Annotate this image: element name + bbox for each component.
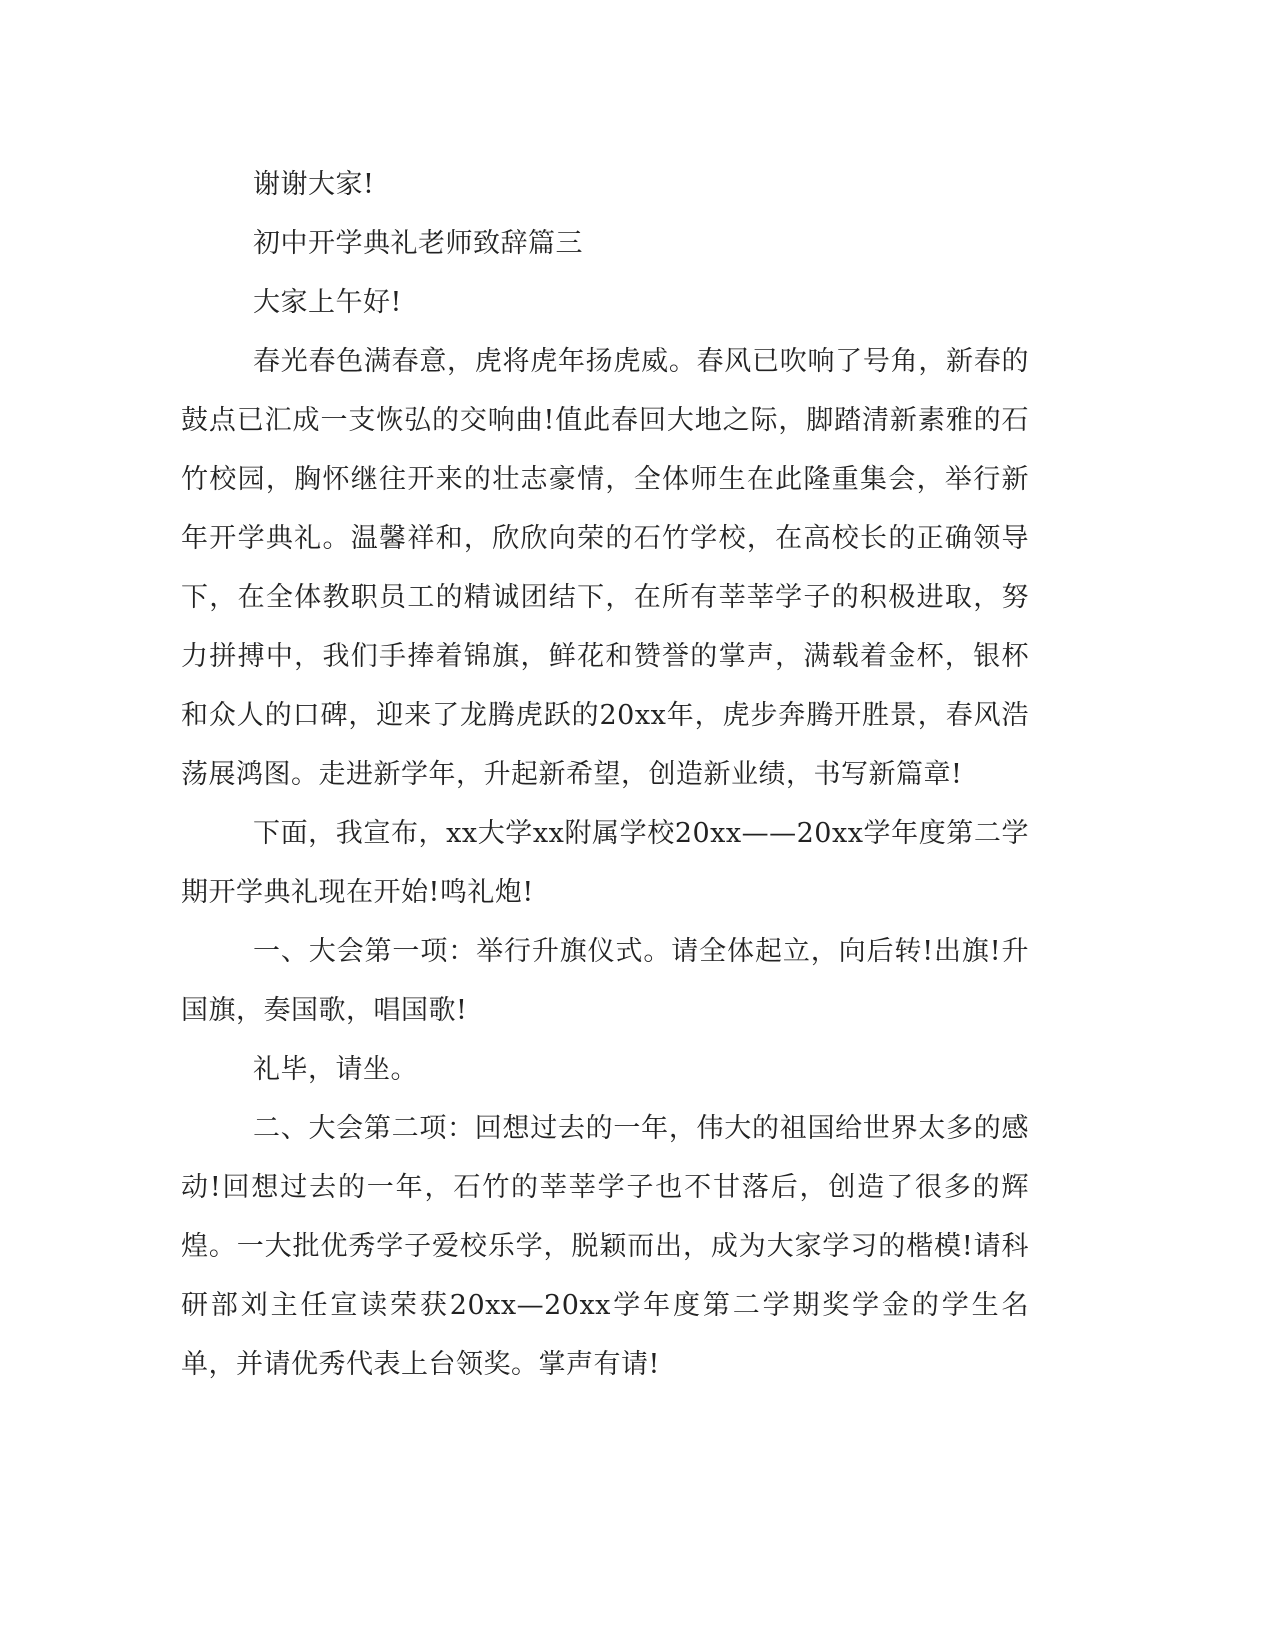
section-heading: 初中开学典礼老师致辞篇三 xyxy=(253,228,583,259)
paragraph-greeting: 大家上午好! xyxy=(253,287,402,318)
document-body xyxy=(181,155,1029,1394)
paragraph-be-seated: 礼毕，请坐。 xyxy=(253,1054,418,1085)
paragraph-announcement: 下面，我宣布，xx大学xx附属学校20xx——20xx学年度第二学期开学典礼现在开始!鸣礼炮! xyxy=(181,818,1029,908)
paragraph-item-two: 二、大会第二项：回想过去的一年，伟大的祖国给世界太多的感动!回想过去的一年，石竹的莘莘学子也不甘落后，创造了很多的辉煌。一大批优秀学子爱校乐学，脱颖而出，成为大家学习的楷模!请科研部刘主任宣读荣获20xx—20xx学年度第二学期奖学金的学生名单，并请优秀代表上台领奖。掌声有请! xyxy=(181,1113,1029,1380)
paragraph-item-one: 一、大会第一项：举行升旗仪式。请全体起立，向后转!出旗!升国旗，奏国歌，唱国歌! xyxy=(181,936,1029,1026)
paragraph-thanks: 谢谢大家! xyxy=(253,169,375,200)
paragraph-spring-opening: 春光春色满春意，虎将虎年扬虎威。春风已吹响了号角，新春的鼓点已汇成一支恢弘的交响曲!值此春回大地之际，脚踏清新素雅的石竹校园，胸怀继往开来的壮志豪情，全体师生在此隆重集会，举行新年开学典礼。温馨祥和，欣欣向荣的石竹学校，在高校长的正确领导下，在全体教职员工的精诚团结下，在所有莘莘学子的积极进取，努力拼搏中，我们手捧着锦旗，鲜花和赞誉的掌声，满载着金杯，银杯和众人的口碑，迎来了龙腾虎跃的20xx年，虎步奔腾开胜景，春风浩荡展鸿图。走进新学年，升起新希望，创造新业绩，书写新篇章! xyxy=(181,346,1029,790)
